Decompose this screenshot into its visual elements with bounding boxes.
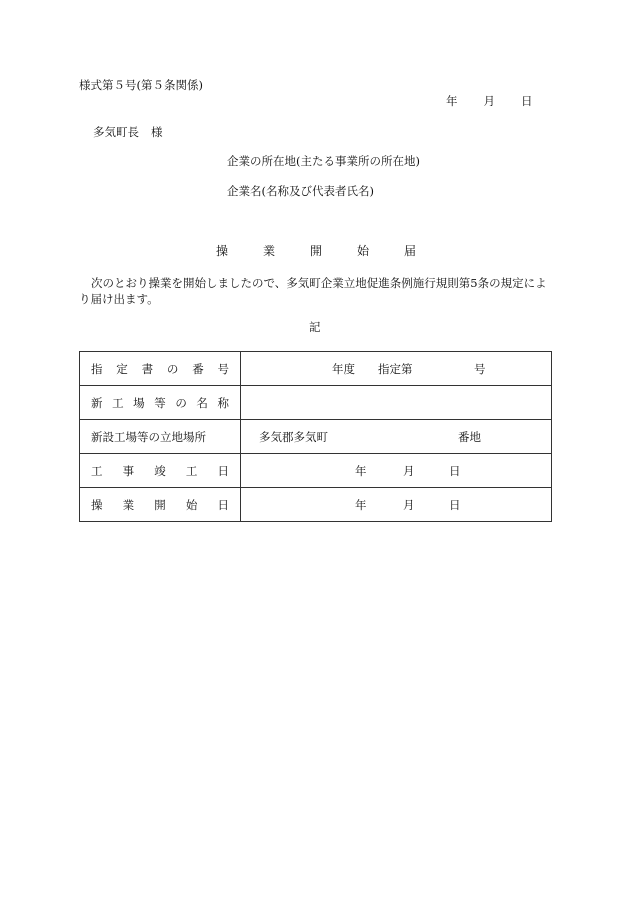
factory-location-field[interactable] (241, 420, 552, 454)
designation-number-field[interactable] (241, 352, 552, 386)
start-year: 年 (355, 497, 367, 512)
designation-number-label: 指 定 書 の 番 号 (80, 352, 241, 386)
factory-location-label: 新設工場等の立地場所 (80, 420, 241, 454)
start-month: 月 (403, 497, 415, 512)
operation-start-label: 操 業 開 始 日 (80, 488, 241, 522)
addressee-honorific: 様 (151, 125, 163, 139)
company-name-label: 企業名(名称及び代表者氏名) (227, 184, 374, 198)
addressee-name: 多気町長 (93, 125, 139, 139)
form-number: 様式第５号(第５条関係) (79, 78, 203, 92)
title-char: 始 (356, 244, 369, 258)
table-row (80, 420, 552, 454)
shitei-text: 指定第 (378, 361, 413, 376)
location-address: 多気郡多気町 (259, 429, 328, 444)
document-title (216, 245, 416, 257)
go-text: 号 (474, 361, 486, 376)
completion-day: 日 (449, 463, 461, 478)
construction-completion-label: 工 事 竣 工 日 (80, 454, 241, 488)
title-char: 業 (262, 244, 275, 258)
title-char: 届 (403, 244, 416, 258)
nendo-text: 年度 (332, 361, 355, 376)
company-address-label: 企業の所在地(主たる事業所の所在地) (227, 154, 420, 168)
banchi-text: 番地 (458, 429, 481, 444)
details-table (79, 351, 552, 522)
submission-date (446, 96, 533, 108)
factory-name-label: 新 工 場 等 の 名 称 (80, 386, 241, 420)
date-day: 日 (521, 94, 533, 108)
table-row (80, 454, 552, 488)
start-day: 日 (449, 497, 461, 512)
completion-year: 年 (355, 463, 367, 478)
date-month: 月 (483, 94, 495, 108)
factory-name-field[interactable] (241, 386, 552, 420)
completion-month: 月 (403, 463, 415, 478)
table-row (80, 352, 552, 386)
title-char: 開 (309, 244, 322, 258)
table-row (80, 386, 552, 420)
ki-heading: 記 (309, 320, 321, 334)
body-text: 次のとおり操業を開始しましたので、多気町企業立地促進条例施行規則第5条の規定により届け出ます。 (79, 276, 547, 306)
addressee (93, 127, 163, 139)
date-year: 年 (446, 94, 458, 108)
table-row (80, 488, 552, 522)
operation-start-date-field[interactable] (241, 488, 552, 522)
construction-completion-date-field[interactable] (241, 454, 552, 488)
title-char: 操 (216, 244, 229, 258)
